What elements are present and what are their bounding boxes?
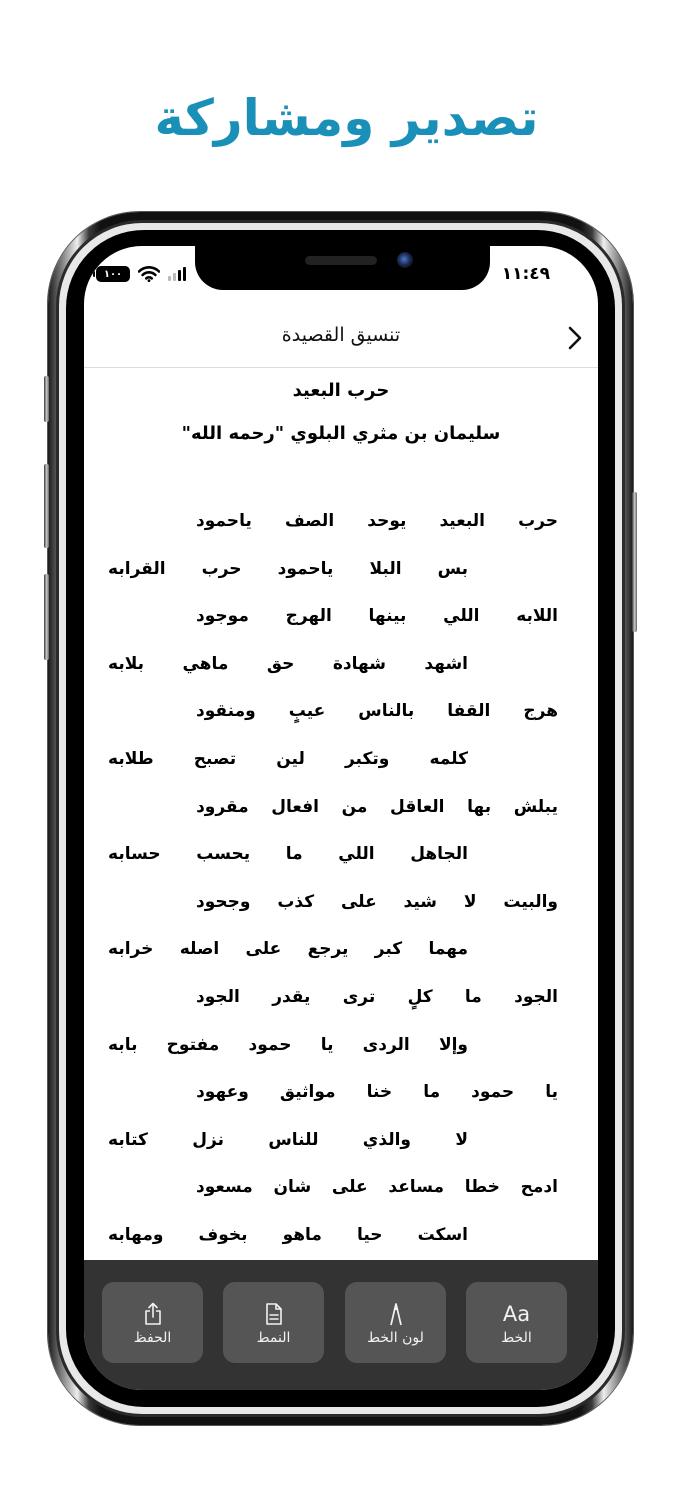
- word: ترى: [342, 987, 376, 1007]
- document-icon: [265, 1302, 283, 1326]
- word: كلٍ: [407, 987, 433, 1007]
- share-icon: [144, 1302, 162, 1326]
- word: شيد: [403, 892, 438, 912]
- word: الهرج: [285, 606, 332, 626]
- verse-6-first: [196, 982, 558, 1012]
- notch: [195, 246, 490, 290]
- poem-content: [84, 374, 598, 1245]
- style-button[interactable]: [223, 1282, 324, 1363]
- word: البلا: [369, 559, 402, 579]
- word: من: [341, 797, 368, 817]
- word: ادمح: [520, 1177, 558, 1197]
- word: بابه: [108, 1035, 138, 1055]
- word: عيبٍ: [288, 701, 326, 721]
- font-color-button[interactable]: [345, 1282, 446, 1363]
- word: يا: [545, 1082, 558, 1102]
- verse-4-second: [108, 839, 468, 869]
- battery-icon: ١٠٠: [96, 266, 130, 282]
- word: نزل: [192, 1130, 224, 1150]
- status-time: ١١:٤٩: [501, 264, 550, 284]
- power-button: [632, 492, 637, 632]
- word: طلابه: [108, 749, 154, 769]
- word: مقرود: [196, 797, 249, 817]
- word: الجود: [514, 987, 558, 1007]
- speaker-grille: [305, 256, 377, 265]
- volume-down-button: [44, 574, 49, 660]
- verse-3-second: [108, 744, 468, 774]
- word: هرج: [523, 701, 558, 721]
- word: ما: [423, 1082, 441, 1102]
- word: الجود: [196, 987, 240, 1007]
- font-aa-icon: Aa: [502, 1301, 531, 1326]
- word: وعهود: [196, 1082, 249, 1102]
- verse-1-second: [108, 554, 468, 584]
- word: بالناس: [358, 701, 415, 721]
- word: على: [245, 939, 282, 959]
- word: خرابه: [108, 939, 154, 959]
- verse-8-first: [196, 1172, 558, 1202]
- word: بينها: [368, 606, 407, 626]
- word: حيا: [356, 1225, 383, 1245]
- word: لا: [455, 1130, 468, 1150]
- front-camera: [397, 252, 413, 268]
- navigation-bar: [84, 306, 598, 368]
- verse-5-second: [108, 934, 468, 964]
- word: كتابه: [108, 1130, 148, 1150]
- verse-1-first: [196, 506, 558, 536]
- word: مهما: [428, 939, 468, 959]
- verse-6-second: [108, 1030, 468, 1060]
- word: والذي: [362, 1130, 411, 1150]
- word: وإلا: [438, 1035, 468, 1055]
- word: يوحد: [367, 511, 407, 531]
- word: خنا: [366, 1082, 393, 1102]
- word: اللي: [443, 606, 480, 626]
- font-color-label: لون الخط: [367, 1329, 424, 1346]
- word: شان: [273, 1177, 312, 1197]
- mute-switch: [44, 376, 49, 422]
- word: العاقل: [390, 797, 445, 817]
- word: حرب: [518, 511, 558, 531]
- word: بخوف: [198, 1225, 248, 1245]
- word: حمود: [471, 1082, 515, 1102]
- phone-screen: [84, 246, 598, 1390]
- word: مسعود: [196, 1177, 253, 1197]
- word: ياحمود: [277, 559, 334, 579]
- word: يبلش: [513, 797, 558, 817]
- word: وجحود: [196, 892, 251, 912]
- word: بها: [467, 797, 492, 817]
- verse-8-second: [108, 1220, 468, 1250]
- word: لا: [463, 892, 477, 912]
- word: كذب: [277, 892, 315, 912]
- verse-2-second: [108, 649, 468, 679]
- word: القرابه: [108, 559, 166, 579]
- word: اللي: [338, 844, 375, 864]
- poem-title: حرب البعيد: [292, 380, 390, 401]
- word: ماهو: [282, 1225, 322, 1245]
- verse-5-first: [196, 887, 558, 917]
- verse-7-second: [108, 1125, 468, 1155]
- word: تصبح: [193, 749, 237, 769]
- chevron-right-icon[interactable]: [564, 324, 586, 352]
- save-label: الحفظ: [133, 1329, 172, 1346]
- word: لين: [276, 749, 305, 769]
- word: كلمه: [429, 749, 468, 769]
- word: مواثيق: [279, 1082, 336, 1102]
- volume-up-button: [44, 464, 49, 548]
- wifi-icon: [138, 266, 160, 282]
- word: كبر: [374, 939, 403, 959]
- font-button[interactable]: [466, 1282, 567, 1363]
- word: مفتوح: [166, 1035, 220, 1055]
- word: الجاهل: [410, 844, 468, 864]
- word: الردى: [362, 1035, 410, 1055]
- word: بس: [437, 559, 468, 579]
- format-toolbar: [84, 1260, 598, 1390]
- word: ما: [464, 987, 482, 1007]
- word: حق: [266, 654, 295, 674]
- word: اسكت: [417, 1225, 468, 1245]
- word: البعيد: [439, 511, 485, 531]
- poem-author: سليمان بن مثري البلوي "رحمه الله": [181, 423, 501, 444]
- word: ياحمود: [196, 511, 252, 531]
- promo-title: تصدير ومشاركة: [154, 89, 539, 147]
- word: ومهابه: [108, 1225, 164, 1245]
- cellular-signal-icon: [168, 267, 186, 281]
- word: خطا: [464, 1177, 500, 1197]
- word: ما: [285, 844, 303, 864]
- word: الصف: [284, 511, 335, 531]
- word: ماهي: [182, 654, 229, 674]
- style-label: النمط: [256, 1329, 291, 1346]
- word: مساعد: [388, 1177, 445, 1197]
- word: للناس: [268, 1130, 319, 1150]
- word: يحسب: [196, 844, 251, 864]
- word: حمود: [248, 1035, 292, 1055]
- font-label: الخط: [501, 1329, 532, 1346]
- word: يا: [320, 1035, 334, 1055]
- verse-4-first: [196, 792, 558, 822]
- word: على: [340, 892, 377, 912]
- word: اللابه: [516, 606, 558, 626]
- word: حرب: [201, 559, 242, 579]
- word: وتكبر: [344, 749, 390, 769]
- word: ومنقود: [196, 701, 256, 721]
- word: حسابه: [108, 844, 161, 864]
- word: موجود: [196, 606, 249, 626]
- verse-7-first: [196, 1077, 558, 1107]
- word: يرجع: [307, 939, 349, 959]
- word: اصله: [179, 939, 220, 959]
- word: شهادة: [332, 654, 386, 674]
- word: القفا: [447, 701, 491, 721]
- nav-title: تنسيق القصيدة: [281, 324, 401, 346]
- word: يقدر: [272, 987, 311, 1007]
- status-icons: [96, 266, 186, 282]
- pen-nib-icon: [388, 1302, 404, 1326]
- word: على: [331, 1177, 368, 1197]
- word: افعال: [271, 797, 319, 817]
- word: والبيت: [503, 892, 558, 912]
- verse-3-first: [196, 696, 558, 726]
- word: بلابه: [108, 654, 145, 674]
- verse-2-first: [196, 601, 558, 631]
- save-share-button[interactable]: [102, 1282, 203, 1363]
- word: اشهد: [424, 654, 468, 674]
